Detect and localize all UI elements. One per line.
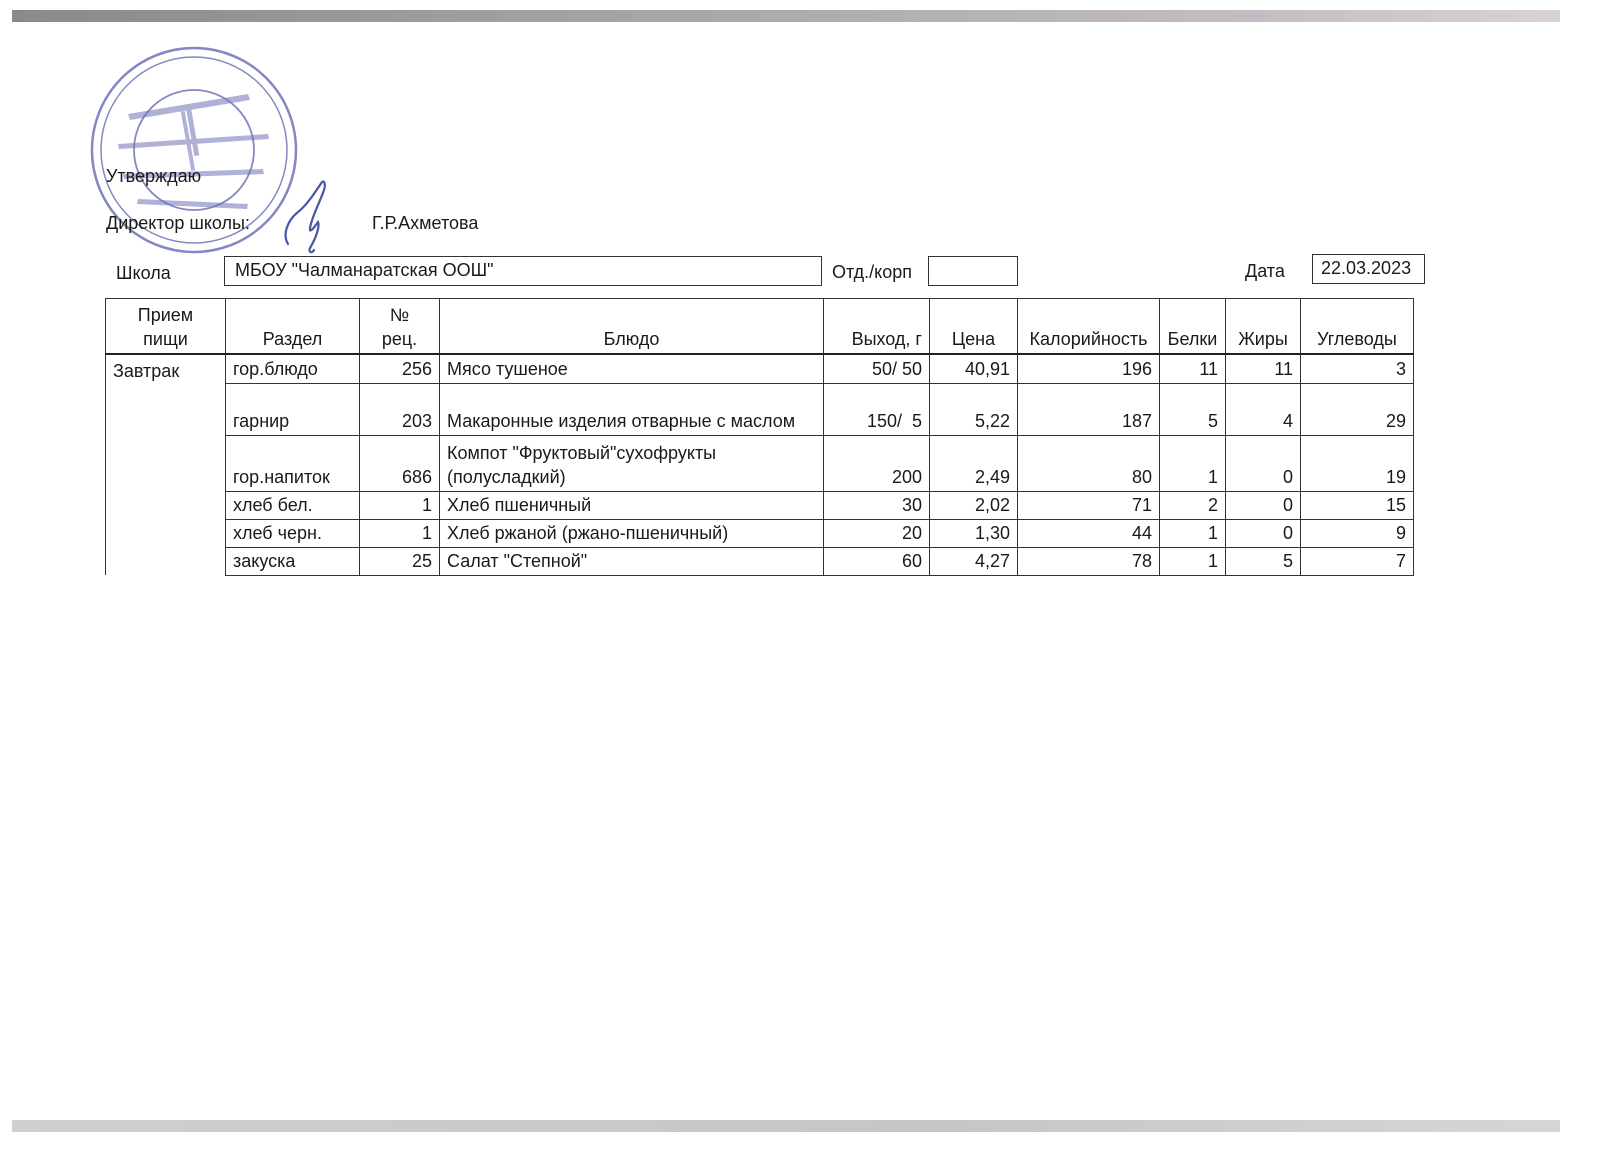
calories-cell: 71 <box>1018 491 1160 519</box>
school-label: Школа <box>116 263 171 283</box>
carbs-cell: 19 <box>1301 435 1414 491</box>
dish-cell: Хлеб ржаной (ржано-пшеничный) <box>440 519 824 547</box>
price-cell: 2,02 <box>930 491 1018 519</box>
fat-cell: 0 <box>1226 519 1301 547</box>
carbs-cell: 15 <box>1301 491 1414 519</box>
carbs-cell: 7 <box>1301 547 1414 575</box>
price-cell: 2,49 <box>930 435 1018 491</box>
yield-cell: 50/ 50 <box>824 354 930 383</box>
section-cell: гор.блюдо <box>226 354 360 383</box>
price-cell: 5,22 <box>930 383 1018 435</box>
fat-cell: 0 <box>1226 435 1301 491</box>
header-meal: Прием пищи <box>106 299 226 355</box>
table-row <box>106 519 1414 547</box>
header-price: Цена <box>930 299 1018 355</box>
carbs-cell: 3 <box>1301 354 1414 383</box>
calories-cell: 80 <box>1018 435 1160 491</box>
header-yield: Выход, г <box>824 299 930 355</box>
meal-cell: Завтрак <box>106 354 226 575</box>
dept-field <box>928 256 1018 286</box>
section-cell: гарнир <box>226 383 360 435</box>
header-carbs: Углеводы <box>1301 299 1414 355</box>
section-cell: хлеб бел. <box>226 491 360 519</box>
fat-cell: 0 <box>1226 491 1301 519</box>
dish-cell: Салат "Степной" <box>440 547 824 575</box>
dish-cell: Компот "Фруктовый"сухофрукты (полусладкий) <box>440 435 824 491</box>
carbs-cell: 9 <box>1301 519 1414 547</box>
price-cell: 1,30 <box>930 519 1018 547</box>
table-row <box>106 435 1414 491</box>
header-recipe: № рец. <box>360 299 440 355</box>
table-row <box>106 491 1414 519</box>
recipe-cell: 256 <box>360 354 440 383</box>
recipe-cell: 203 <box>360 383 440 435</box>
recipe-cell: 25 <box>360 547 440 575</box>
approve-label: Утверждаю <box>106 166 202 186</box>
protein-cell: 1 <box>1160 547 1226 575</box>
yield-cell: 150/ 5 <box>824 383 930 435</box>
date-label: Дата <box>1245 261 1285 281</box>
table-row <box>106 383 1414 435</box>
section-cell: хлеб черн. <box>226 519 360 547</box>
calories-cell: 44 <box>1018 519 1160 547</box>
recipe-cell: 1 <box>360 491 440 519</box>
price-cell: 40,91 <box>930 354 1018 383</box>
table-row <box>106 354 1414 383</box>
recipe-cell: 686 <box>360 435 440 491</box>
price-cell: 4,27 <box>930 547 1018 575</box>
dish-cell: Мясо тушеное <box>440 354 824 383</box>
protein-cell: 11 <box>1160 354 1226 383</box>
fat-cell: 11 <box>1226 354 1301 383</box>
menu-table <box>105 298 1414 576</box>
section-cell: гор.напиток <box>226 435 360 491</box>
calories-cell: 196 <box>1018 354 1160 383</box>
protein-cell: 1 <box>1160 519 1226 547</box>
protein-cell: 1 <box>1160 435 1226 491</box>
yield-cell: 20 <box>824 519 930 547</box>
carbs-cell: 29 <box>1301 383 1414 435</box>
header-protein: Белки <box>1160 299 1226 355</box>
calories-cell: 78 <box>1018 547 1160 575</box>
header-fat: Жиры <box>1226 299 1301 355</box>
section-cell: закуска <box>226 547 360 575</box>
protein-cell: 5 <box>1160 383 1226 435</box>
protein-cell: 2 <box>1160 491 1226 519</box>
school-field: МБОУ "Чалманаратская ООШ" <box>224 256 822 286</box>
calories-cell: 187 <box>1018 383 1160 435</box>
director-signature <box>280 176 340 256</box>
scan-edge-bottom <box>12 1120 1560 1132</box>
table-header-row <box>106 299 1414 355</box>
director-label: Директор школы: <box>106 213 250 233</box>
header-section: Раздел <box>226 299 360 355</box>
date-field: 22.03.2023 <box>1312 254 1425 284</box>
recipe-cell: 1 <box>360 519 440 547</box>
scan-edge-top <box>12 10 1560 22</box>
fat-cell: 4 <box>1226 383 1301 435</box>
director-name: Г.Р.Ахметова <box>372 213 479 233</box>
yield-cell: 30 <box>824 491 930 519</box>
table-row <box>106 547 1414 575</box>
dish-cell: Хлеб пшеничный <box>440 491 824 519</box>
fat-cell: 5 <box>1226 547 1301 575</box>
header-calories: Калорийность <box>1018 299 1160 355</box>
dept-label: Отд./корп <box>832 262 912 282</box>
dish-cell: Макаронные изделия отварные с маслом <box>440 383 824 435</box>
yield-cell: 200 <box>824 435 930 491</box>
yield-cell: 60 <box>824 547 930 575</box>
header-dish: Блюдо <box>440 299 824 355</box>
